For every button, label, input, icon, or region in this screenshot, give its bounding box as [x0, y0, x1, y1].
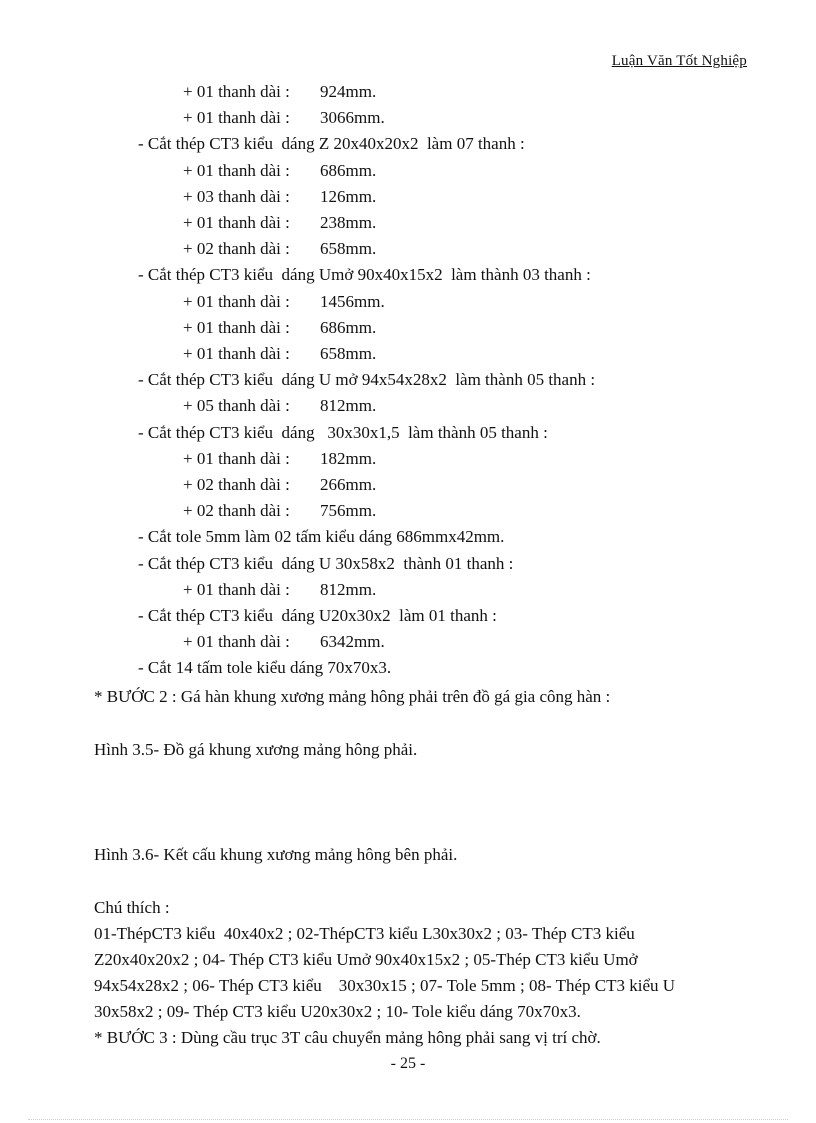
cut-instruction-line: - Cắt thép CT3 kiểu dáng U 30x58x2 thành 01 thanh :: [138, 554, 514, 573]
cut-piece-length: 812mm.: [320, 580, 377, 599]
cut-piece-line: [183, 187, 376, 207]
cut-piece-length: 6342mm.: [320, 632, 385, 651]
cut-piece-label: + 03 thanh dài :: [183, 187, 290, 206]
cut-instruction-line: - Cắt tole 5mm làm 02 tấm kiểu dáng 686mmx42mm.: [138, 527, 505, 546]
cut-piece-line: [183, 292, 385, 312]
cut-piece-line: [183, 344, 376, 364]
cut-piece-line: [183, 632, 385, 652]
cut-piece-line: [183, 82, 376, 102]
cut-piece-length: 756mm.: [320, 501, 377, 520]
cut-piece-line: [183, 449, 376, 469]
cut-instruction-line: - Cắt thép CT3 kiểu dáng 30x30x1,5 làm thành 05 thanh :: [138, 423, 548, 442]
cut-piece-label: + 01 thanh dài :: [183, 580, 290, 599]
cut-piece-label: + 02 thanh dài :: [183, 501, 290, 520]
cut-instruction-line: - Cắt thép CT3 kiểu dáng Z 20x40x20x2 làm 07 thanh :: [138, 134, 525, 153]
cut-piece-length: 238mm.: [320, 213, 377, 232]
cut-piece-line: [183, 239, 376, 259]
cut-piece-length: 686mm.: [320, 318, 377, 337]
cut-piece-line: [183, 161, 376, 181]
page-bottom-divider: [28, 1119, 788, 1120]
cut-piece-label: + 01 thanh dài :: [183, 213, 290, 232]
notes-line: Z20x40x20x2 ; 04- Thép CT3 kiểu Umở 90x40x15x2 ; 05-Thép CT3 kiểu Umở: [94, 950, 638, 969]
cut-instruction-line: - Cắt 14 tấm tole kiểu dáng 70x70x3.: [138, 658, 392, 677]
cut-piece-line: [183, 580, 376, 600]
cut-instruction-line: - Cắt thép CT3 kiểu dáng Umở 90x40x15x2 làm thành 03 thanh :: [138, 265, 591, 284]
cut-piece-label: + 01 thanh dài :: [183, 318, 290, 337]
cut-piece-length: 266mm.: [320, 475, 377, 494]
step-3-text: * BƯỚC 3 : Dùng cầu trục 3T câu chuyển mảng hông phải sang vị trí chờ.: [94, 1028, 601, 1047]
cut-instruction-line: - Cắt thép CT3 kiểu dáng U mở 94x54x28x2 làm thành 05 thanh :: [138, 370, 596, 389]
cut-piece-length: 126mm.: [320, 187, 377, 206]
notes-line: 94x54x28x2 ; 06- Thép CT3 kiểu 30x30x15 ; 07- Tole 5mm ; 08- Thép CT3 kiểu U: [94, 976, 676, 995]
figure-3-6-caption: Hình 3.6- Kết cấu khung xương mảng hông bên phải.: [94, 845, 458, 864]
cut-piece-label: + 01 thanh dài :: [183, 632, 290, 651]
cut-piece-label: + 01 thanh dài :: [183, 82, 290, 101]
cut-piece-length: 1456mm.: [320, 292, 385, 311]
page-header-title: Luận Văn Tốt Nghiệp: [611, 53, 747, 69]
cut-piece-label: + 01 thanh dài :: [183, 292, 290, 311]
cut-piece-label: + 02 thanh dài :: [183, 239, 290, 258]
page-number: - 25 -: [390, 1055, 426, 1072]
cut-piece-label: + 01 thanh dài :: [183, 108, 290, 127]
cut-piece-label: + 01 thanh dài :: [183, 449, 290, 468]
cut-piece-label: + 02 thanh dài :: [183, 475, 290, 494]
cut-piece-length: 812mm.: [320, 396, 377, 415]
cut-piece-label: + 05 thanh dài :: [183, 396, 290, 415]
cut-piece-length: 182mm.: [320, 449, 377, 468]
step-2-text: * BƯỚC 2 : Gá hàn khung xương mảng hông phải trên đồ gá gia công hàn :: [94, 687, 611, 706]
cut-piece-label: + 01 thanh dài :: [183, 344, 290, 363]
cut-piece-length: 658mm.: [320, 239, 377, 258]
cut-piece-length: 3066mm.: [320, 108, 385, 127]
notes-line: 01-ThépCT3 kiểu 40x40x2 ; 02-ThépCT3 kiểu L30x30x2 ; 03- Thép CT3 kiểu: [94, 924, 635, 943]
cut-instruction-line: - Cắt thép CT3 kiểu dáng U20x30x2 làm 01 thanh :: [138, 606, 497, 625]
cut-piece-line: [183, 396, 376, 416]
cut-piece-line: [183, 475, 376, 495]
cut-piece-length: 686mm.: [320, 161, 377, 180]
cut-piece-line: [183, 108, 385, 128]
figure-3-5-caption: Hình 3.5- Đồ gá khung xương mảng hông phải.: [94, 740, 418, 759]
cut-piece-label: + 01 thanh dài :: [183, 161, 290, 180]
cut-piece-line: [183, 213, 376, 233]
cut-piece-line: [183, 318, 376, 338]
cut-piece-length: 658mm.: [320, 344, 377, 363]
notes-title: Chú thích :: [94, 898, 170, 917]
notes-line: 30x58x2 ; 09- Thép CT3 kiểu U20x30x2 ; 10- Tole kiểu dáng 70x70x3.: [94, 1002, 581, 1021]
cut-piece-line: [183, 501, 376, 521]
cut-piece-length: 924mm.: [320, 82, 377, 101]
